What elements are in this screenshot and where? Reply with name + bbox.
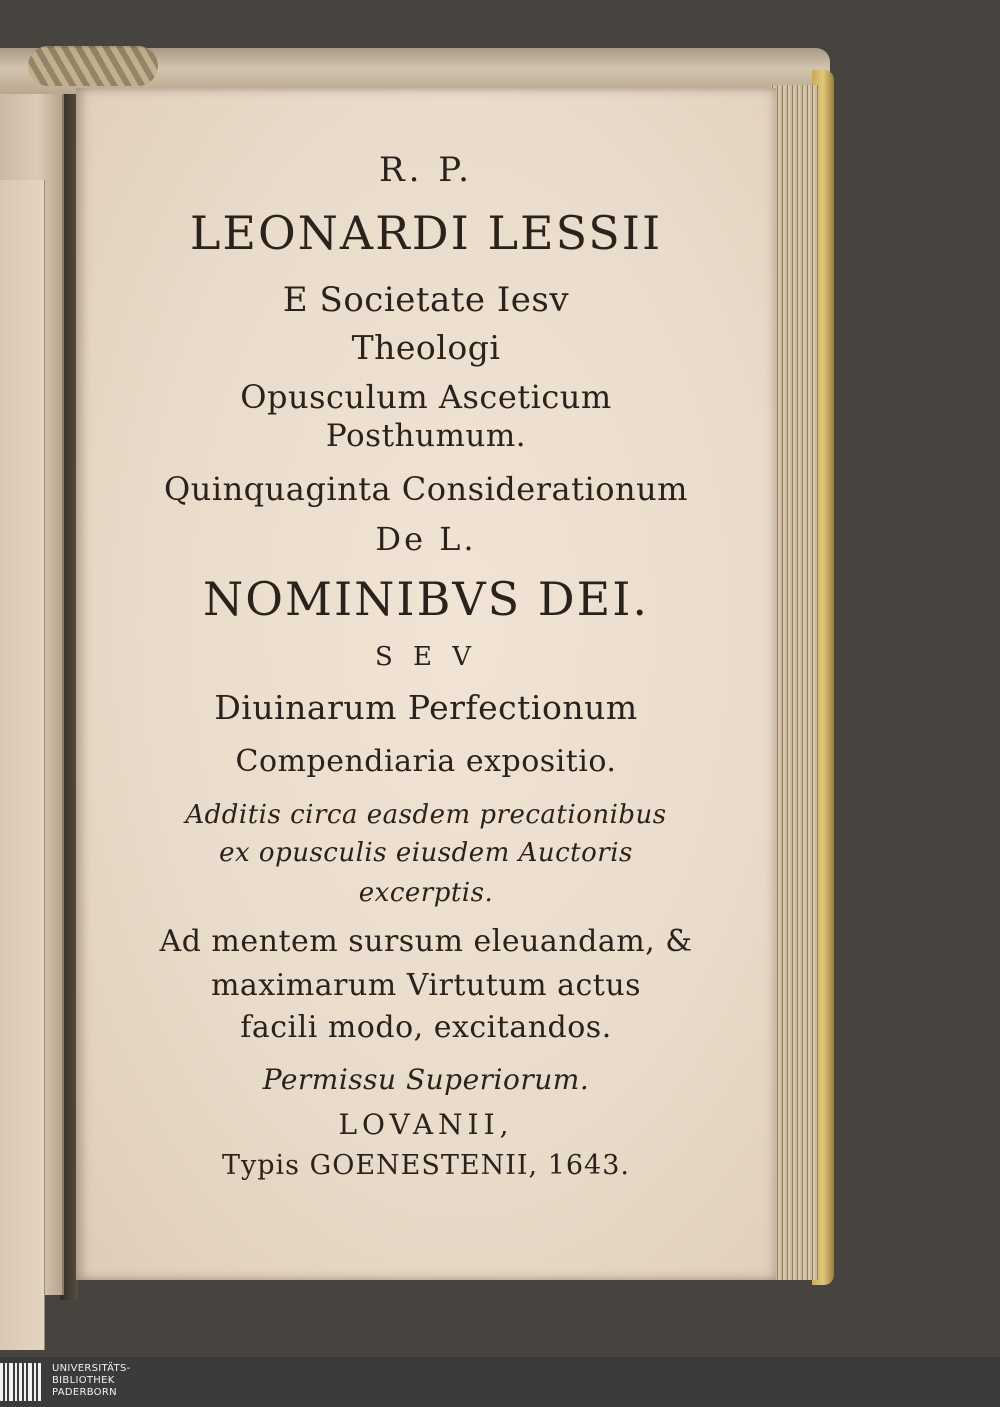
imprint-place: LOVANII,: [338, 1108, 514, 1141]
alt-title-line2: Compendiaria expositio.: [235, 744, 617, 779]
work-title-line1: Opusculum Asceticum: [240, 378, 612, 416]
work-subtitle-line2: De L.: [375, 520, 477, 558]
verso-page-inner: [0, 180, 45, 1350]
permission-line: Permissu Superiorum.: [262, 1063, 590, 1096]
alt-title-line1: Diuinarum Perfectionum: [214, 688, 638, 727]
addition-line3: excerptis.: [358, 878, 494, 908]
page-block-edge: [770, 85, 818, 1280]
purpose-line2: maximarum Virtutum actus: [210, 968, 642, 1003]
author-order: E Societate Iesv: [282, 280, 570, 320]
work-title-line2: Posthumum.: [325, 418, 527, 454]
library-footer: [0, 1357, 1000, 1407]
addition-line2: ex opusculis eiusdem Auctoris: [219, 838, 633, 868]
verso-page-edge: [0, 80, 64, 1295]
library-name: [52, 1363, 131, 1399]
title-line-rp: R. P.: [378, 150, 473, 190]
library-name-line2: BIBLIOTHEK: [52, 1375, 115, 1386]
addition-line1: Additis circa easdem precationibus: [185, 800, 667, 830]
title-conjunction: S E V: [374, 642, 478, 672]
title-page: [76, 88, 776, 1280]
main-title: NOMINIBVS DEI.: [202, 572, 650, 626]
author-role: Theologi: [351, 328, 501, 367]
library-name-line3: PADERBORN: [52, 1387, 117, 1398]
work-subtitle-line1: Quinquaginta Considerationum: [163, 470, 689, 508]
purpose-line3: facili modo, excitandos.: [240, 1010, 612, 1045]
purpose-line1: Ad mentem sursum eleuandam, &: [159, 924, 693, 959]
library-logo-icon: [0, 1363, 44, 1401]
binding-cord: [28, 46, 158, 86]
author-name: LEONARDI LESSII: [189, 206, 663, 260]
library-name-line1: UNIVERSITÄTS-: [52, 1363, 131, 1374]
imprint-printer: Typis GOENESTENII, 1643.: [222, 1150, 630, 1181]
